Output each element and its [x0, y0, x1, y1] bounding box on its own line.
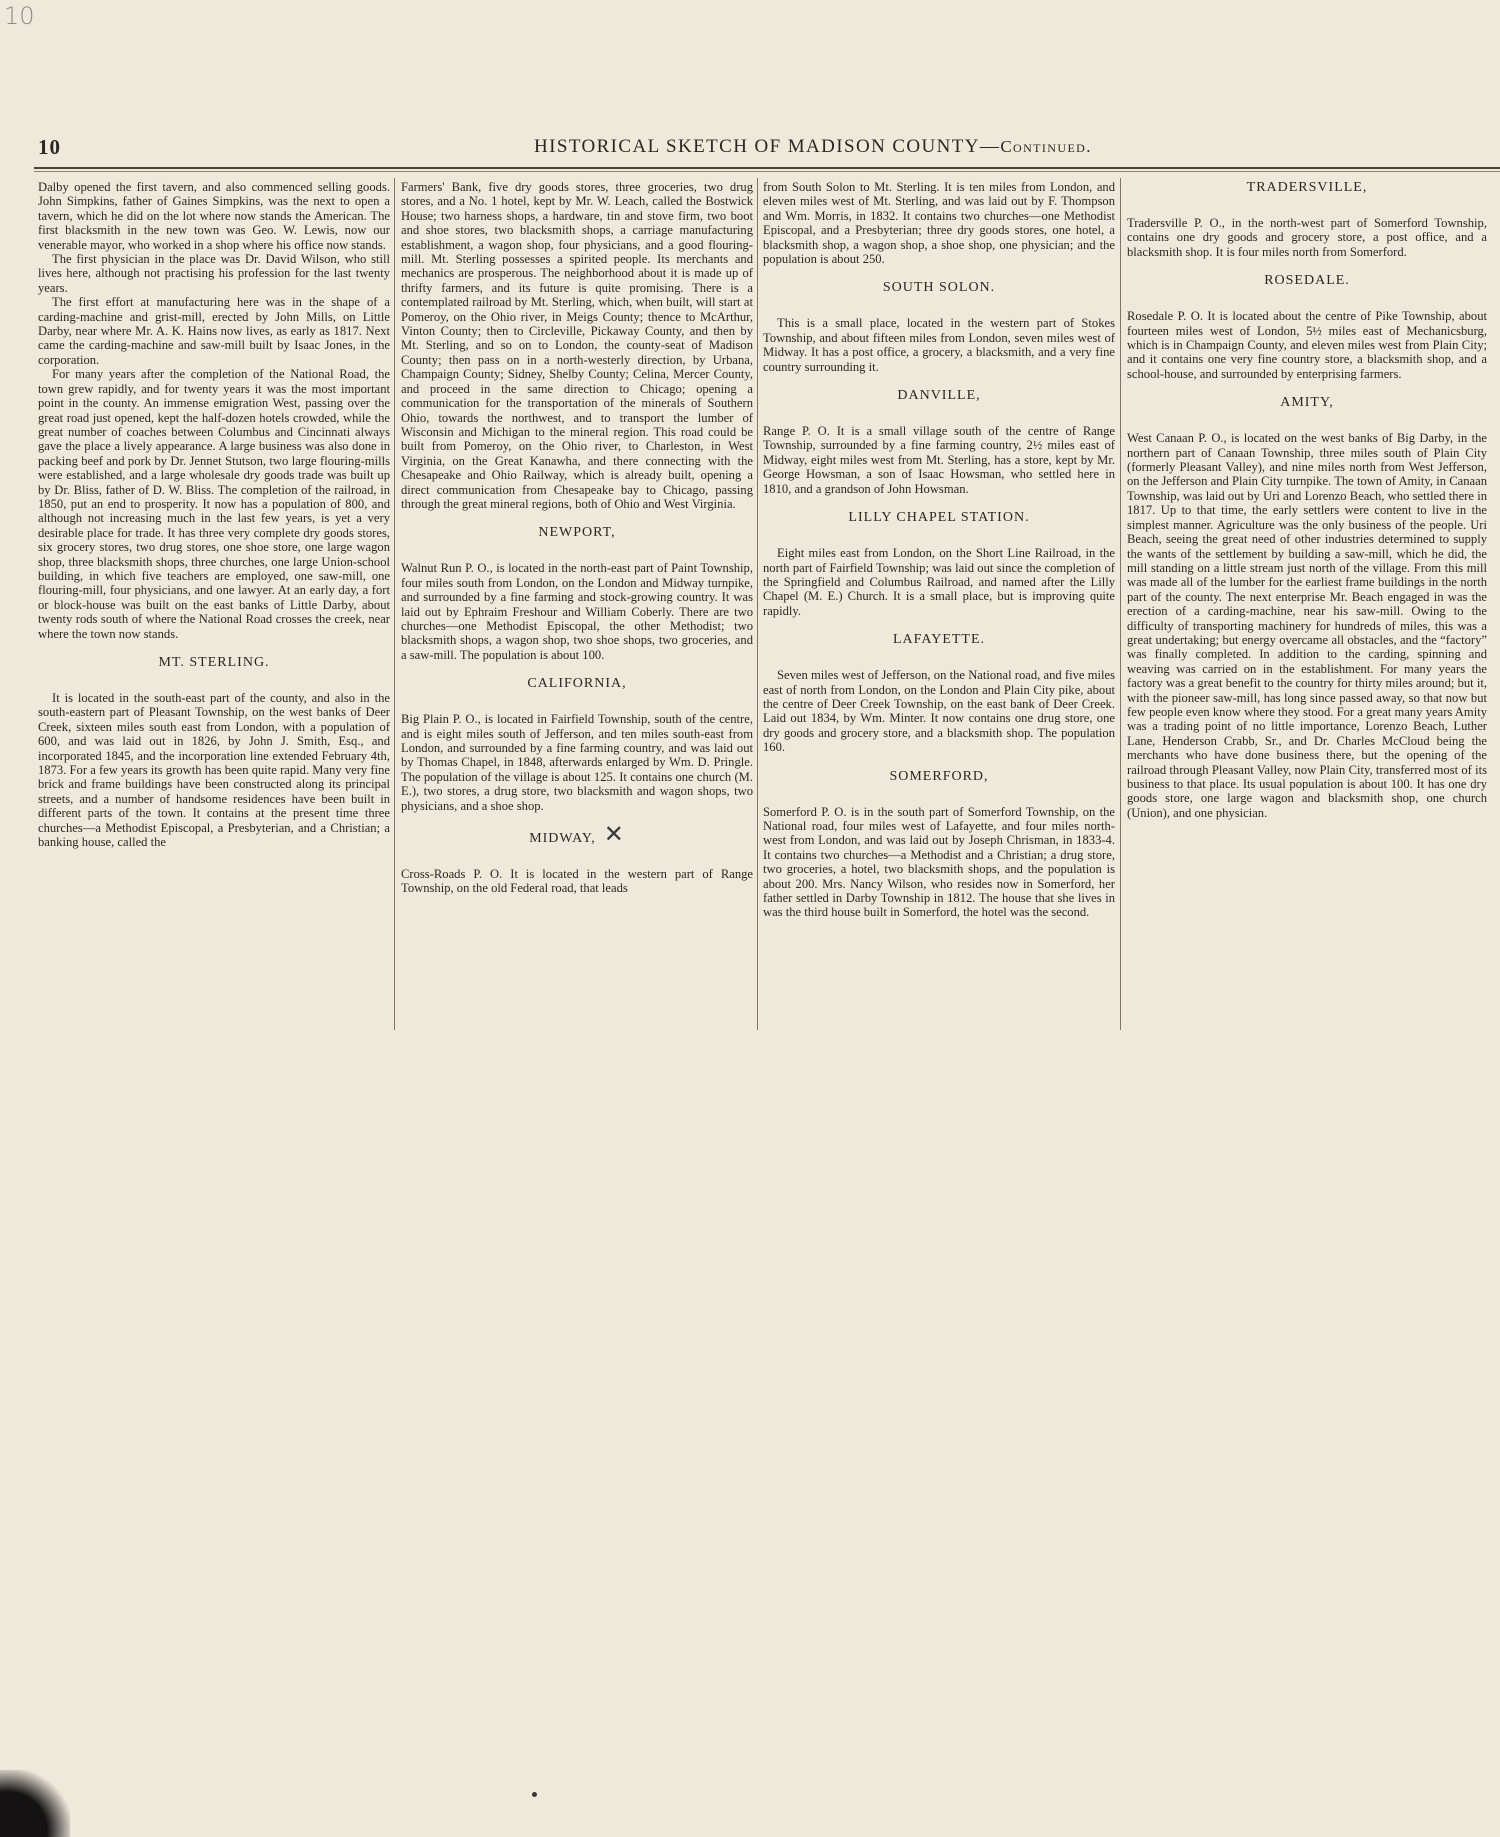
text-column-2 — [401, 180, 753, 896]
binding-smudge — [0, 1770, 70, 1837]
section-heading — [1127, 395, 1487, 411]
paragraph: Seven miles west of Jefferson, on the National road, and five miles east of north from London, on the London and Plain City pike, about the centre of Deer Creek Township, on the east bank of Deer Creek. Laid out 1834, by Wm. Minter. It now contains one drug store, one dry goods and grocery store, and a blacksmith shop. The population 160. — [763, 668, 1115, 755]
pencil-page-mark: 10 — [4, 2, 35, 30]
section-heading-text: DANVILLE, — [897, 388, 981, 404]
running-head-title: HISTORICAL SKETCH OF MADISON COUNTY— — [534, 136, 1001, 157]
section-heading-text: LILLY CHAPEL STATION. — [848, 510, 1030, 526]
ink-dot — [532, 1792, 537, 1797]
column-divider — [394, 178, 395, 1030]
paragraph: Tradersville P. O., in the north-west part of Somerford Township, contains one dry goods and grocery store, a post office, and a blacksmith shop. It is four miles north from Somerford. — [1127, 216, 1487, 259]
paragraph: Dalby opened the first tavern, and also commenced selling goods. John Simpkins, father of Gaines Simpkins, was the next to open a tavern, which he did on the lot where now stands the American. The first blacksmith in the new town was Geo. W. Lewis, now our venerable mayor, who worked in a shop where his office now stands. — [38, 180, 390, 252]
header-rule — [34, 167, 1500, 169]
paragraph: Range P. O. It is a small village south of the centre of Range Township, surrounded by a fine farming country, 2½ miles east of Midway, eight miles west from Mt. Sterling, has a store, kept by Mr. George Howsman, a son of Isaac Howsman, who settled here in 1810, and a grandson of John Howsman. — [763, 424, 1115, 496]
section-heading-text: SOMERFORD, — [889, 768, 989, 784]
page-number: 10 — [38, 135, 61, 159]
section-heading — [763, 510, 1115, 526]
paragraph: Farmers' Bank, five dry goods stores, three groceries, two drug stores, and a No. 1 hotel, kept by Mr. W. Leach, called the Bostwick House; two harness shops, a hardware, tin and stove firm, two boot and shoe stores, two blacksmith shops, a carriage manufacturing establishment, a wagon shop, four physicians, and a good flouring-mill. Mt. Sterling possesses a spirited people. Its merchants and mechanics are prosperous. The neighborhood about it is made up of thrifty farmers, and its future is quite promising. There is a contemplated railroad by Mt. Sterling, which, when built, will start at Pomeroy, on the Ohio river, in Meigs County; thence to McArthur, Vinton County; then to Circleville, Pickaway County, and then by Mt. Sterling, and so on to London, the county-seat of Madison County; then pass on in a north-westerly direction, by Urbana, Champaign County; Sidney, Shelby County; Celina, Mercer County, and proceed in the same direction to Chicago; opening a communication for the transportation of the minerals of Southern Ohio, towards the northwest, and to transport the lumber of Wisconsin and Michigan to the mineral region. This road could be built from Pomeroy, on the Ohio river, to Charleston, in West Virginia, on the Great Kanawha, and there connecting with the Chesapeake and Ohio Railway, which is already built, opening a direct communication from Chesapeake bay to Chicago, passing through the great mineral regions, both of Ohio and West Virginia. — [401, 180, 753, 511]
section-heading-text: LAFAYETTE. — [892, 632, 986, 648]
text-column-4 — [1127, 180, 1487, 820]
handwritten-x-mark: ✕ — [603, 820, 625, 849]
paragraph: Rosedale P. O. It is located about the centre of Pike Township, about fourteen miles west of London, 5½ miles east of Mechanicsburg, which is in Champaign County, and eleven miles west from Plain City; and it contains one very fine country store, a blacksmith shop, and a school-house, and surrounded by enterprising farmers. — [1127, 309, 1487, 381]
running-head — [534, 136, 1092, 158]
section-heading — [763, 769, 1115, 785]
section-heading-text: ROSEDALE. — [1264, 273, 1350, 289]
column-divider — [1120, 178, 1121, 1030]
paragraph: The first effort at manufacturing here was in the shape of a carding-machine and grist-mill, erected by John Mills, on Little Darby, near where Mr. A. K. Hains now lives, as early as 1817. Next came the carding-machine and saw-mill built by Isaac Jones, in the corporation. — [38, 295, 390, 367]
section-heading-text: CALIFORNIA, — [527, 676, 627, 692]
paragraph: For many years after the completion of the National Road, the town grew rapidly, and for twenty years it was the most important point in the county. An immense emigration West, passing over the great road just opened, kept the half-dozen hotels crowded, while the great number of coaches between Columbus and Cincinnati always gave the place a lively appearance. A large business was also done in packing beef and pork by Dr. Jennet Stutson, two large flouring-mills were established, and a large wholesale dry goods trade was built up by Dr. Bliss, father of D. W. Bliss. The completion of the railroad, in 1850, put an end to prosperity. It now has a population of 800, and although not increasing much in the last few years, is yet a very desirable place for trade. It has three very complete dry goods stores, six grocery stores, two drug stores, one shoe store, one large wagon shop, three blacksmith shops, three churches, one large Union-school building, in which five teachers are employed, one saw-mill, one flouring-mill, four physicians, and one lawyer. At an early day, a fort or block-house was built on the east banks of Little Darby, about twenty rods south of where the National Road crosses the creek, near where the town now stands. — [38, 367, 390, 641]
text-column-1 — [38, 180, 390, 849]
section-heading-text: TRADERSVILLE, — [1246, 180, 1368, 195]
text-column-3 — [763, 180, 1115, 920]
section-heading — [1127, 180, 1487, 196]
paragraph: Somerford P. O. is in the south part of Somerford Township, on the National road, four miles west of Lafayette, and four miles north-west from London, and was laid out by Joseph Chrisman, in 1833-4. It contains two churches—a Methodist and a Christian; a drug store, two groceries, a hotel, two blacksmith shops, and the population is about 200. Mrs. Nancy Wilson, who resides now in Somerford, her father settled in Darby Township in 1812. The house that she lives in was the third house built in Somerford, the hotel was the second. — [763, 804, 1115, 920]
column-divider — [757, 178, 758, 1030]
section-heading — [401, 820, 753, 849]
paragraph: It is located in the south-east part of the county, and also in the south-eastern part of Pleasant Township, on the west banks of Deer Creek, sixteen miles south east from London, with a population of 600, and was laid out in 1826, by John J. Smith, Esq., and incorporated 1845, and the incorporation line extended February 4th, 1873. For a few years its growth has been quite rapid. Many very fine brick and frame buildings have been constructed along its principal streets, and a number of handsome residences have been built in different parts of the town. It contains at the present time three churches—a Methodist Episcopal, a Presbyterian, and a Christian; a banking house, called the — [38, 691, 390, 850]
running-head-continued: Continued. — [1000, 137, 1092, 156]
paragraph: Big Plain P. O., is located in Fairfield Township, south of the centre, and is eight miles south of Jefferson, and ten miles south-east from London, and surrounded by a fine farming country, and was laid out by Thomas Chapel, in 1848, afterwards enlarged by Wm. D. Pringle. The population of the village is about 125. It contains one church (M. E.), two stores, a drug store, two blacksmith and wagon shops, two physicians, and a shoe shop. — [401, 712, 753, 813]
section-heading — [763, 388, 1115, 404]
paragraph: from South Solon to Mt. Sterling. It is ten miles from London, and eleven miles west of Mt. Sterling, and was laid out by F. Thompson and Wm. Morris, in 1832. It contains two churches—one Methodist Episcopal, and a Presbyterian; three dry goods stores, one hotel, a blacksmith shop, a wagon shop, a shoe shop, one physician; and the population is about 250. — [763, 180, 1115, 267]
header-rule-thin — [34, 171, 1500, 172]
section-heading-text: SOUTH SOLON. — [882, 280, 996, 296]
section-heading — [1127, 273, 1487, 289]
paragraph: Cross-Roads P. O. It is located in the western part of Range Township, on the old Federal road, that leads — [401, 867, 753, 896]
section-heading — [401, 525, 753, 541]
section-heading — [38, 655, 390, 671]
paragraph: Walnut Run P. O., is located in the north-east part of Paint Township, four miles south from London, on the London and Midway turnpike, and surrounded by a fine farming and stock-growing country. It was laid out by Ephraim Freshour and William Coberly. There are two churches—one Methodist Episcopal, the other Methodist; two blacksmith shops, a wagon shop, two shoe shops, two groceries, and a saw-mill. The population is about 100. — [401, 561, 753, 662]
paragraph: This is a small place, located in the western part of Stokes Township, and about fifteen miles from London, seven miles west of Midway. It has a post office, a grocery, a blacksmith, and a very fine country surrounding it. — [763, 316, 1115, 374]
section-heading-text: NEWPORT, — [538, 525, 616, 541]
section-heading-text: MT. STERLING. — [158, 655, 270, 670]
section-heading — [401, 676, 753, 692]
paragraph: Eight miles east from London, on the Short Line Railroad, in the north part of Fairfield Township; was laid out since the completion of the Springfield and Columbus Railroad, and named after the Lilly Chapel (M. E.) Church. It is a small place, but is improving quite rapidly. — [763, 546, 1115, 618]
section-heading — [763, 632, 1115, 648]
section-heading-text: MIDWAY, — [529, 831, 596, 847]
paragraph: The first physician in the place was Dr. David Wilson, who still lives here, although not practising his profession for the last twenty years. — [38, 252, 390, 295]
paragraph: West Canaan P. O., is located on the west banks of Big Darby, in the northern part of Canaan Township, three miles south of Plain City (formerly Pleasant Valley), and nine miles north from West Jefferson, on the Jefferson and Plain City turnpike. The town of Amity, in Canaan Township, was laid out by Uri and Lorenzo Beach, who settled there in 1817. Up to that time, the early settlers were content to live in the simplest manner. Agriculture was the only business of the people. Uri Beach, seeing the great need of other industries determined to supply the wants of the settlement by building a saw-mill, which he did, the mill standing on a little stream just north of the village. From this mill was made all of the lumber for the earliest frame buildings in the north part of the county. The next enterprise Mr. Beach engaged in was the erection of a carding-machine, near his saw-mill. Owing to the difficulty of transporting machinery for hundreds of miles, this was a great undertaking; but energy overcame all obstacles, and the “factory” was finally completed. In addition to the carding, spinning and weaving was carried on in the establishment. For many years the factory was a great benefit to the country for thirty miles around; but it, with the pioneer saw-mill, has long since passed away, so that now but few people even know where they stood. For a great many years Amity was a trading point of no little importance, Lorenzo Beach, Luther Lane, Henderson Crabb, Sr., and Dr. Charles McCloud being the merchants who have done business there, but the opening of the railroad through Pleasant Valley, now Plain City, transferred most of its business to that place. Its usual population is about 100. It has one dry goods store, one large wagon and blacksmith shop, one church (Union), and one physician. — [1127, 431, 1487, 820]
section-heading-text: AMITY, — [1280, 395, 1334, 411]
section-heading — [763, 280, 1115, 296]
